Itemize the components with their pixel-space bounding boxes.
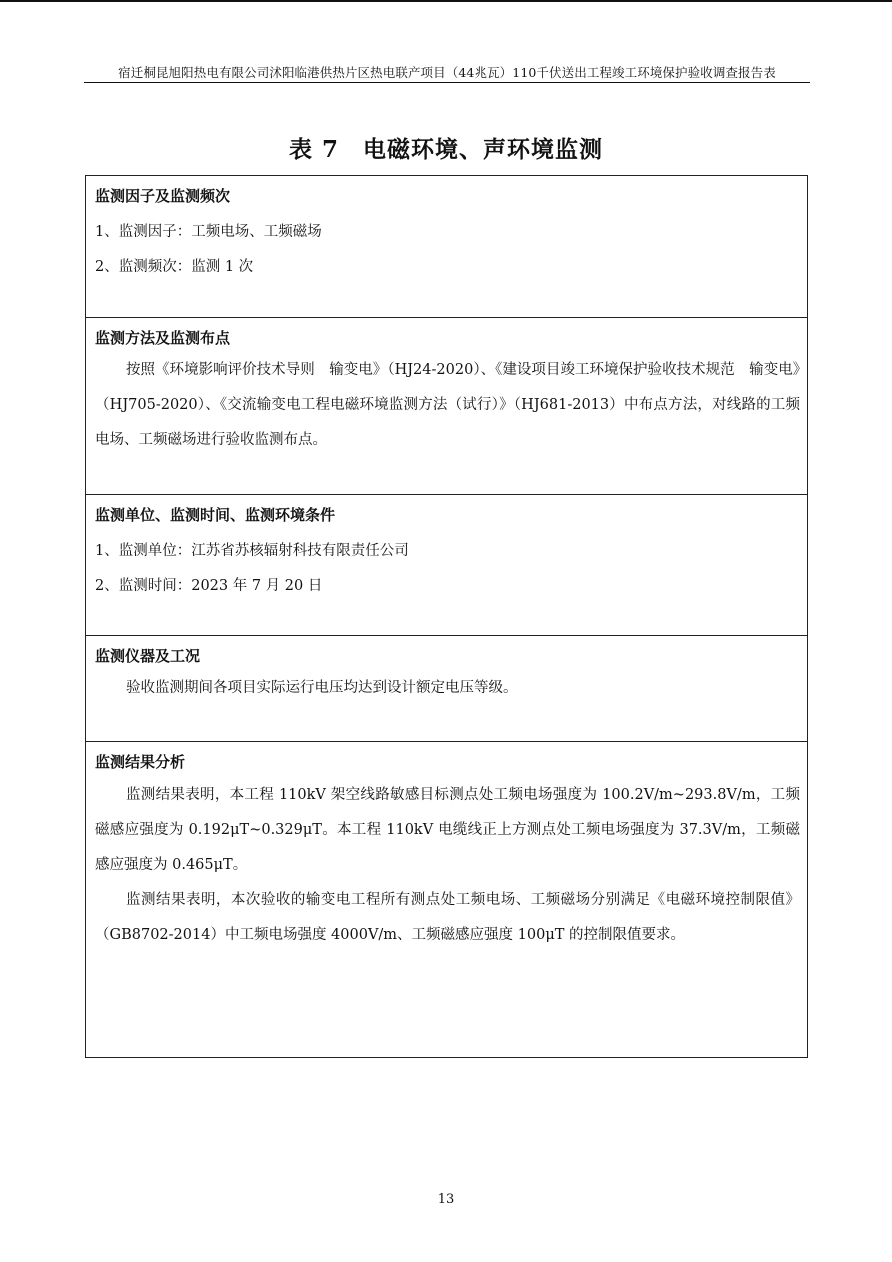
section-heading: 监测因子及监测频次 xyxy=(95,187,231,205)
section-line: 2、监测时间：2023 年 7 月 20 日 xyxy=(95,578,323,594)
section-paragraph: 监测结果表明，本工程 110kV 架空线路敏感目标测点处工频电场强度为 100.2V/m~293.8V/m，工频磁感应强度为 0.192μT~0.329μT。本工程 110kV 电缆线正上方测点处工频电场强度为 37.3V/m，工频磁感应强度为 0.465μT。 xyxy=(95,787,800,873)
section-heading: 监测结果分析 xyxy=(95,753,186,771)
section-heading: 监测单位、监测时间、监测环境条件 xyxy=(95,506,336,524)
section-paragraph: 监测结果表明，本次验收的输变电工程所有测点处工频电场、工频磁场分别满足《电磁环境控制限值》（GB8702-2014）中工频电场强度 4000V/m、工频磁感应强度 100μT 的控制限值要求。 xyxy=(95,892,800,943)
section-line: 2、监测频次：监测 1 次 xyxy=(95,259,254,275)
section-paragraph: 验收监测期间各项目实际运行电压均达到设计额定电压等级。 xyxy=(126,680,518,696)
section-monitoring-method xyxy=(86,318,807,495)
running-header: 宿迁桐昆旭阳热电有限公司沭阳临港供热片区热电联产项目（44兆瓦）110千伏送出工程竣工环境保护验收调查报告表 xyxy=(118,65,776,80)
section-line: 1、监测因子：工频电场、工频磁场 xyxy=(95,224,322,240)
section-heading: 监测方法及监测布点 xyxy=(95,329,231,347)
page-number: 13 xyxy=(437,1192,455,1207)
section-line: 1、监测单位：江苏省苏核辐射科技有限责任公司 xyxy=(95,543,409,559)
section-results-analysis xyxy=(86,742,807,1057)
monitoring-table xyxy=(85,175,808,1058)
section-monitoring-unit-time xyxy=(86,495,807,636)
header-rule xyxy=(84,82,810,83)
section-monitoring-factors xyxy=(86,176,807,318)
section-heading: 监测仪器及工况 xyxy=(95,647,201,665)
top-border-line xyxy=(0,0,892,2)
section-instruments-conditions xyxy=(86,636,807,742)
section-paragraph: 按照《环境影响评价技术导则 输变电》（HJ24-2020）、《建设项目竣工环境保护验收技术规范 输变电》（HJ705-2020）、《交流输变电工程电磁环境监测方法（试行）》（HJ681-2013）中布点方法，对线路的工频电场、工频磁场进行验收监测布点。 xyxy=(95,362,800,448)
page-title: 表 7 电磁环境、声环境监测 xyxy=(288,136,603,163)
